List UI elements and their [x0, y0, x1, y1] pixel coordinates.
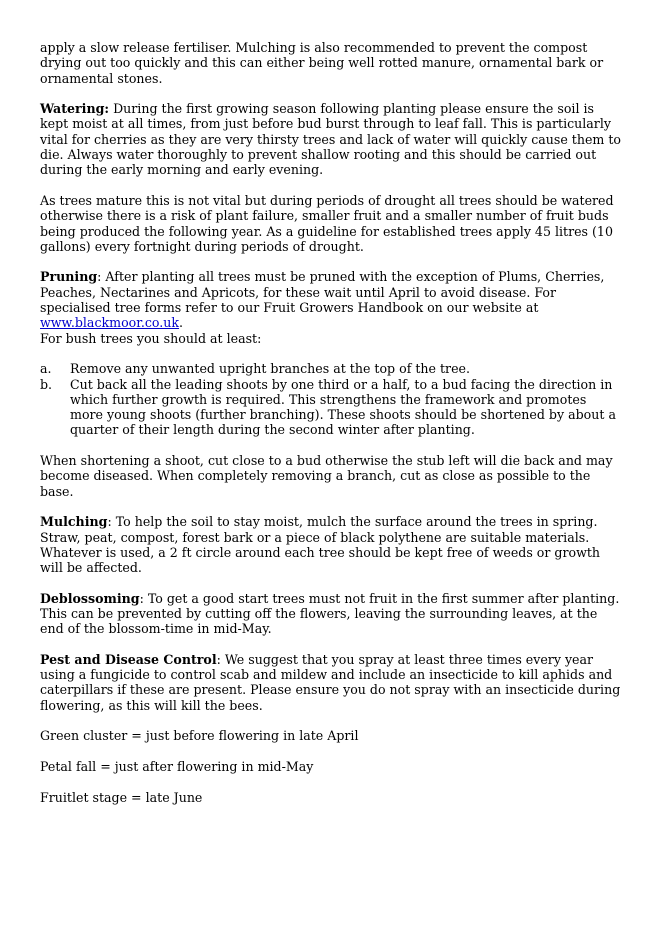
mulching-paragraph: [40, 514, 622, 575]
watering-paragraph: [40, 101, 622, 177]
list-item-text: Cut back all the leading shoots by one third or a half, to a bud facing the direction in which further growth is required. This strengthens the framework and promotes more young shoots (further branching). These shoots should be shortened by about a quarter of their length during the second winter after planting.: [70, 376, 616, 438]
mulching-text: : To help the soil to stay moist, mulch the surface around the trees in spring. Straw, peat, compost, forest bark or a piece of black polythene are suitable materials. Whatever is used, a 2 ft circle around each tree should be kept free of weeds or growth will be affected.: [40, 514, 601, 576]
pruning-text-end: .: [179, 315, 184, 331]
schedule-fruitlet-stage: [40, 790, 622, 805]
bush-trees-intro: [40, 331, 622, 346]
bush-trees-intro-text: For bush trees you should at least:: [40, 330, 262, 346]
schedule-green-cluster: [40, 728, 622, 743]
mulching-heading: Mulching: [40, 514, 108, 530]
shortening-paragraph: [40, 453, 622, 499]
pruning-paragraph: [40, 269, 622, 330]
watering-mature-text: As trees mature this is not vital but during periods of drought all trees should be watered otherwise there is a risk of plant failure, smaller fruit and a smaller number of fruit buds being produced the following year. As a guideline for established trees apply 45 litres (10 gallons) every fortnight during periods of drought.: [40, 192, 614, 254]
watering-mature-paragraph: [40, 193, 622, 254]
watering-text: During the first growing season following planting please ensure the soil is kept moist at all times, from just before bud burst through to leaf fall. This is particularly vital for cherries as they are very thirsty trees and lack of water will quickly cause them to die. Always water thoroughly to prevent shallow rooting and this should be carried out during the early morning and early evening.: [40, 101, 622, 178]
intro-paragraph: [40, 40, 622, 86]
list-marker: b.: [40, 376, 53, 392]
deblossoming-heading: Deblossoming: [40, 590, 140, 606]
list-item: [40, 361, 622, 376]
schedule-text: Green cluster = just before flowering in late April: [40, 728, 359, 744]
intro-text: apply a slow release fertiliser. Mulching is also recommended to prevent the compost drying out too quickly and this can either being well rotted manure, ornamental bark or ornamental stones.: [40, 40, 604, 86]
pest-paragraph: [40, 652, 622, 713]
deblossoming-paragraph: [40, 591, 622, 637]
list-marker: a.: [40, 361, 52, 377]
schedule-petal-fall: [40, 759, 622, 774]
blackmoor-website-link[interactable]: www.blackmoor.co.uk: [40, 315, 180, 331]
schedule-text: Fruitlet stage = late June: [40, 789, 203, 805]
pruning-heading: Pruning: [40, 269, 98, 285]
deblossoming-text: : To get a good start trees must not fruit in the first summer after planting. This can be prevented by cutting off the flowers, leaving the surrounding leaves, at the end of the blossom-time in mid-May.: [40, 590, 620, 637]
list-item-text: Remove any unwanted upright branches at the top of the tree.: [70, 361, 470, 377]
pruning-steps-list: [40, 361, 622, 437]
pruning-text: : After planting all trees must be pruned with the exception of Plums, Cherries, Peaches, Nectarines and Apricots, for these wait until April to avoid disease. For specialised tree forms refer to our Fruit Growers Handbook on our website at: [40, 269, 605, 316]
list-item: [40, 377, 622, 438]
pest-text: : We suggest that you spray at least three times every year using a fungicide to control scab and mildew and include an insecticide to kill aphids and caterpillars if these are present. Please ensure you do not spray with an insecticide during flowering, as this will kill the bees.: [40, 651, 621, 713]
pest-heading: Pest and Disease Control: [40, 651, 217, 667]
schedule-text: Petal fall = just after flowering in mid-May: [40, 758, 314, 774]
watering-heading: Watering:: [40, 101, 110, 117]
document-page: [40, 40, 622, 820]
shortening-text: When shortening a shoot, cut close to a bud otherwise the stub left will die back and may become diseased. When completely removing a branch, cut as close as possible to the base.: [40, 453, 613, 499]
